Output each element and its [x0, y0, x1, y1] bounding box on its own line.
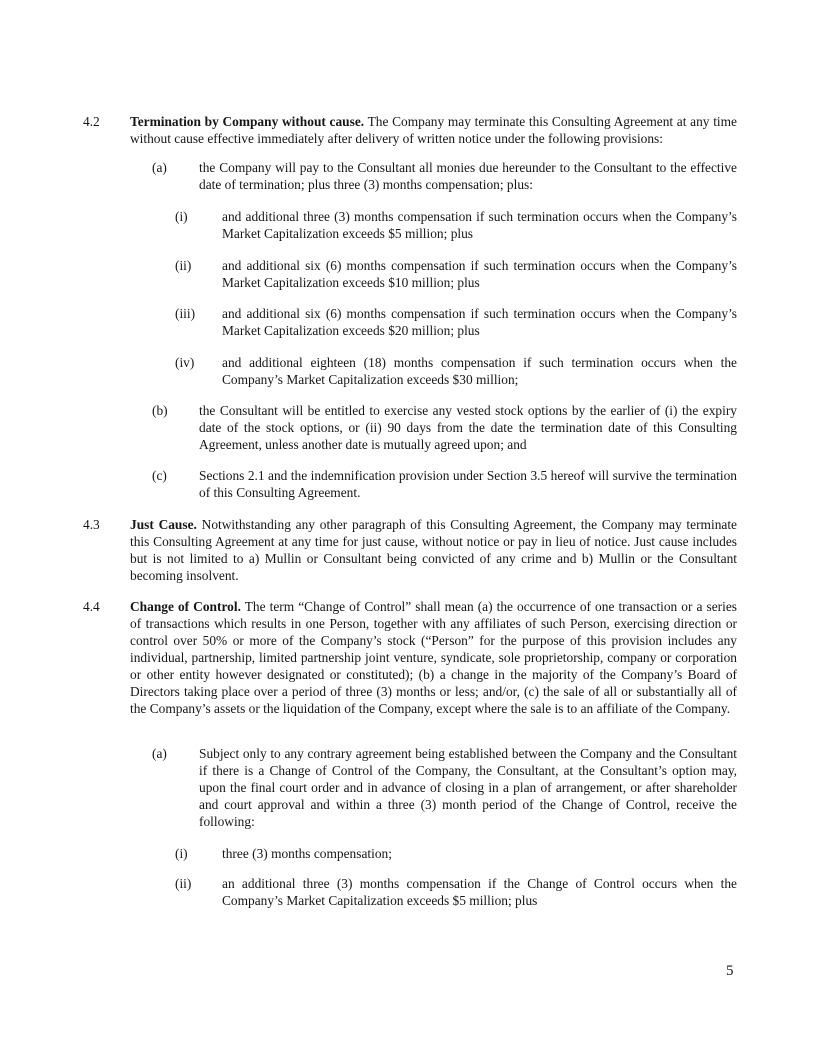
- subclause-text: and additional six (6) months compensation if such termination occurs when the Company’s Market Capitalization exceeds $10 million; plus: [222, 258, 737, 290]
- section-paragraph: [130, 516, 737, 584]
- subclause-label: (iii): [175, 306, 196, 321]
- clause-label: (a): [152, 746, 167, 761]
- section-body: Notwithstanding any other paragraph of this Consulting Agreement, the Company may terminate this Consulting Agreement at any time for just cause, without notice or pay in lieu of notice. Just cause includes but is not limited to a) Mullin or Consultant being convicted of any crime and b) Mullin or the Consultant becoming insolvent.: [130, 517, 737, 583]
- subclause-text: and additional eighteen (18) months compensation if such termination occurs when the Company’s Market Capitalization exceeds $30 million;: [222, 355, 737, 387]
- section-paragraph: [130, 598, 737, 717]
- subclause-text: and additional six (6) months compensation if such termination occurs when the Company’s Market Capitalization exceeds $20 million; plus: [222, 306, 737, 338]
- clause-label: (b): [152, 403, 168, 418]
- section-heading: Termination by Company without cause.: [130, 114, 365, 129]
- subclause-text: and additional three (3) months compensation if such termination occurs when the Company’s Market Capitalization exceeds $5 million; plus: [222, 209, 737, 241]
- subclause-label: (i): [175, 209, 188, 224]
- section-number: 4.4: [83, 599, 100, 614]
- subclause-text: three (3) months compensation;: [222, 846, 392, 861]
- subclause-label: (ii): [175, 876, 192, 891]
- clause-label: (a): [152, 160, 167, 175]
- section-number: 4.2: [83, 114, 100, 129]
- section-number: 4.3: [83, 517, 100, 532]
- section-heading: Change of Control.: [130, 599, 241, 614]
- section-paragraph: [130, 113, 737, 147]
- section-body: The Company may terminate this Consulting Agreement at any time without cause effective immediately after delivery of written notice under the following provisions:: [130, 114, 737, 146]
- section-heading: Just Cause.: [130, 517, 197, 532]
- clause-text: the Company will pay to the Consultant all monies due hereunder to the Consultant to the effective date of termination; plus three (3) months compensation; plus:: [199, 160, 737, 192]
- subclause-label: (ii): [175, 258, 192, 273]
- clause-text: the Consultant will be entitled to exercise any vested stock options by the earlier of (i) the expiry date of the stock options, or (ii) 90 days from the date the termination date of this Consulting Agreement, unless another date is mutually agreed upon; and: [199, 403, 737, 452]
- subclause-text: an additional three (3) months compensation if the Change of Control occurs when the Company’s Market Capitalization exceeds $5 million; plus: [222, 876, 737, 908]
- subclause-label: (iv): [175, 355, 195, 370]
- page-number: 5: [726, 963, 734, 979]
- clause-text: Sections 2.1 and the indemnification provision under Section 3.5 hereof will survive the termination of this Consulting Agreement.: [199, 468, 737, 500]
- subclause-label: (i): [175, 846, 188, 861]
- clause-text: Subject only to any contrary agreement being established between the Company and the Consultant if there is a Change of Control of the Company, the Consultant, at the Consultant’s option may, upon the final court order and in advance of closing in a plan of arrangement, or after shareholder and court approval and within a three (3) month period of the Change of Control, receive the following:: [199, 746, 737, 829]
- clause-label: (c): [152, 468, 167, 483]
- section-body: The term “Change of Control” shall mean (a) the occurrence of one transaction or a series of transactions which results in one Person, together with any affiliates of such Person, exercising direction or control over 50% or more of the Company’s stock (“Person” for the purpose of this provision includes any individual, partnership, limited partnership joint venture, syndicate, sole proprietorship, company or corporation or other entity however designated or constituted); (b) a change in the majority of the Company’s Board of Directors taking place over a period of three (3) months or less; and/or, (c) the sale of all or substantially all of the Company’s assets or the liquidation of the Company, except where the sale is to an affiliate of the Company.: [130, 599, 737, 716]
